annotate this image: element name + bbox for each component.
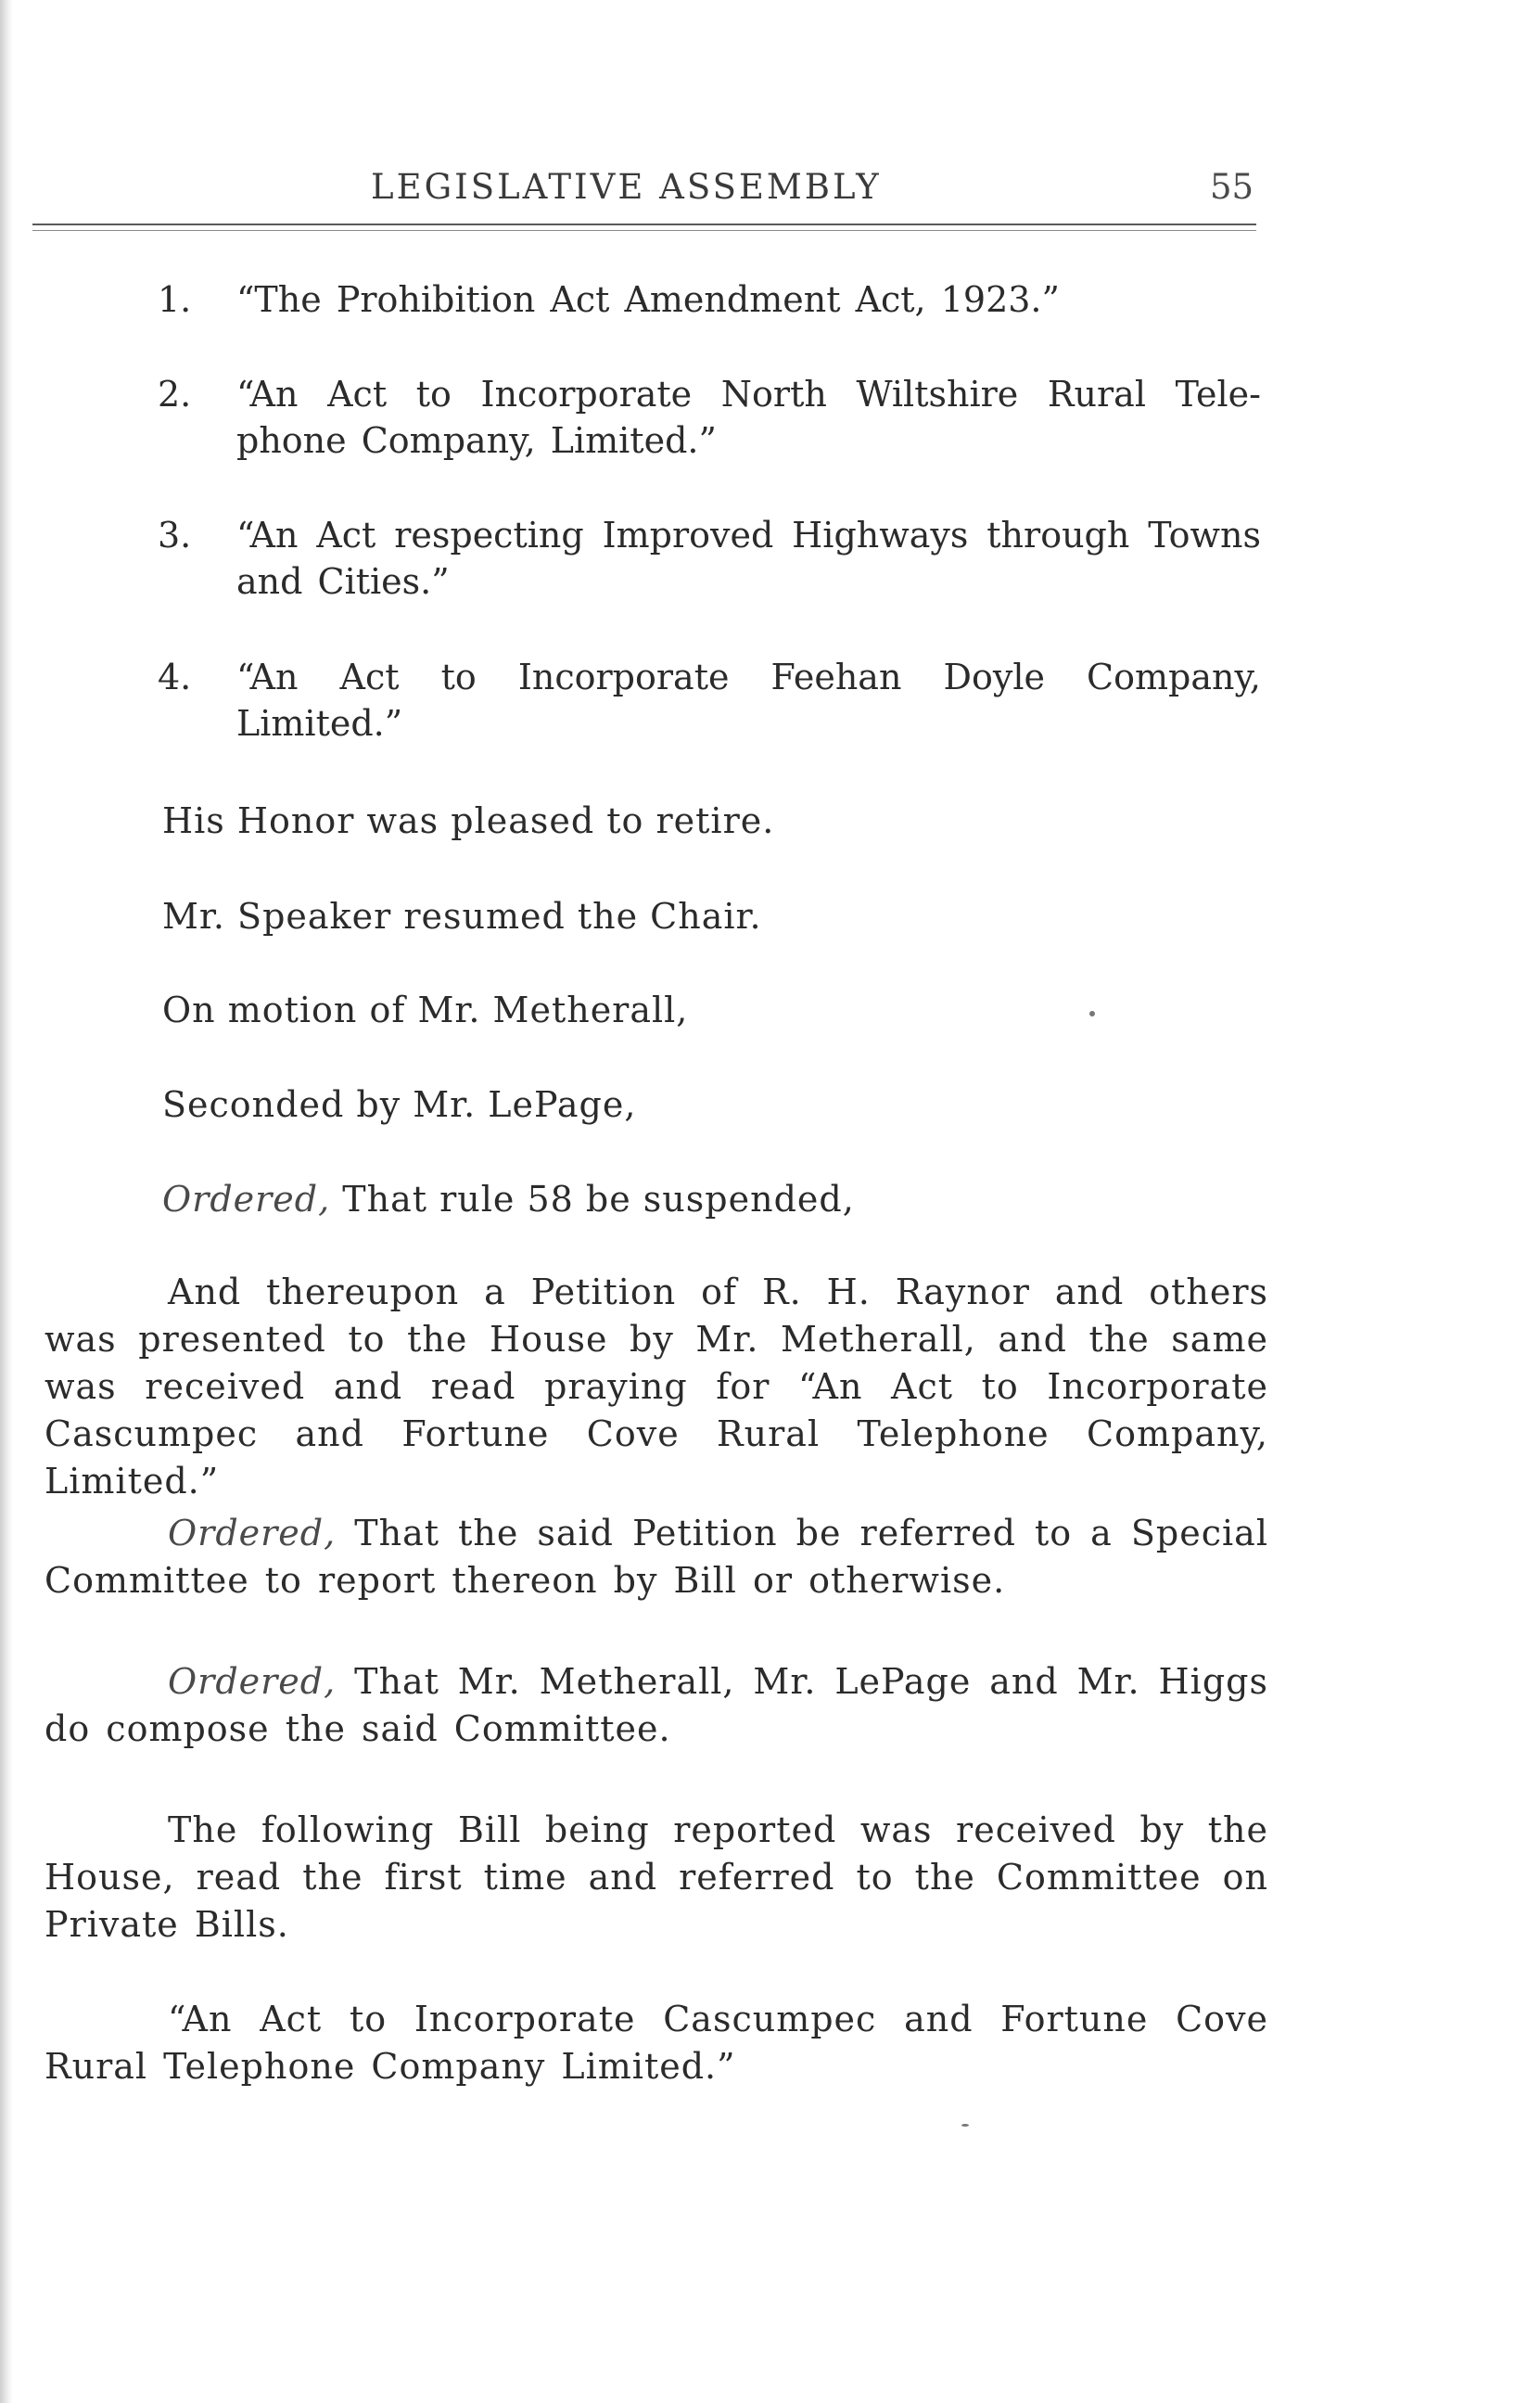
committee-paragraph — [45, 1658, 1268, 1753]
ordered-label: Ordered, — [168, 1661, 337, 1702]
following-bill-paragraph: The following Bill being reported was received by the House, read the first time and referred to the Committee on Private Bills. — [45, 1809, 1268, 1945]
ordered-text: That rule 58 be suspended, — [342, 1179, 855, 1220]
ordered-label: Ordered, — [168, 1513, 337, 1553]
bill-number: 4. — [158, 657, 192, 697]
committee-text: That Mr. Metherall, Mr. LePage and Mr. Higgs do compose the said Committee. — [45, 1661, 1268, 1749]
scan-edge-shadow — [0, 0, 13, 2403]
petition-paragraph: And thereupon a Petition of R. H. Raynor and others was presented to the House by Mr. Metherall, and the same was received and read praying for “An Act to Incorporate Cascumpec and Fortune Cove Rural Telephone Company, Limited.” — [45, 1272, 1268, 1502]
bill-title: “An Act to Incorporate North Wiltshire Rural Tele-phone Company, Limited.” — [236, 374, 1261, 461]
scan-speck — [1089, 1011, 1095, 1016]
ordered-line — [162, 1176, 855, 1222]
motion-line: On motion of Mr. Metherall, — [162, 990, 689, 1030]
bill-number: 1. — [158, 279, 192, 320]
reported-bill-title: “An Act to Incorporate Cascumpec and Fortune Cove Rural Telephone Company Limited.” — [45, 1999, 1268, 2087]
header-rule-thin — [32, 230, 1256, 231]
ordered-label: Ordered, — [162, 1179, 331, 1220]
bill-number: 3. — [158, 515, 192, 556]
seconded-line: Seconded by Mr. LePage, — [162, 1084, 637, 1125]
speaker-line: Mr. Speaker resumed the Chair. — [162, 896, 762, 937]
bill-title: “The Prohibition Act Amendment Act, 1923.” — [236, 279, 1060, 320]
bill-title: “An Act to Incorporate Feehan Doyle Company, Limited.” — [236, 657, 1261, 744]
retire-line: His Honor was pleased to retire. — [162, 800, 775, 841]
header-rule — [32, 224, 1256, 225]
bill-title: “An Act respecting Improved Highways through Towns and Cities.” — [236, 515, 1261, 602]
referred-text: That the said Petition be referred to a Special Committee to report thereon by Bill or otherwise. — [45, 1513, 1268, 1601]
scan-speck — [961, 2124, 969, 2127]
referred-paragraph — [45, 1510, 1268, 1604]
bill-number: 2. — [158, 374, 192, 415]
running-header-title: LEGISLATIVE ASSEMBLY — [371, 167, 882, 207]
page-number: 55 — [1210, 167, 1254, 207]
